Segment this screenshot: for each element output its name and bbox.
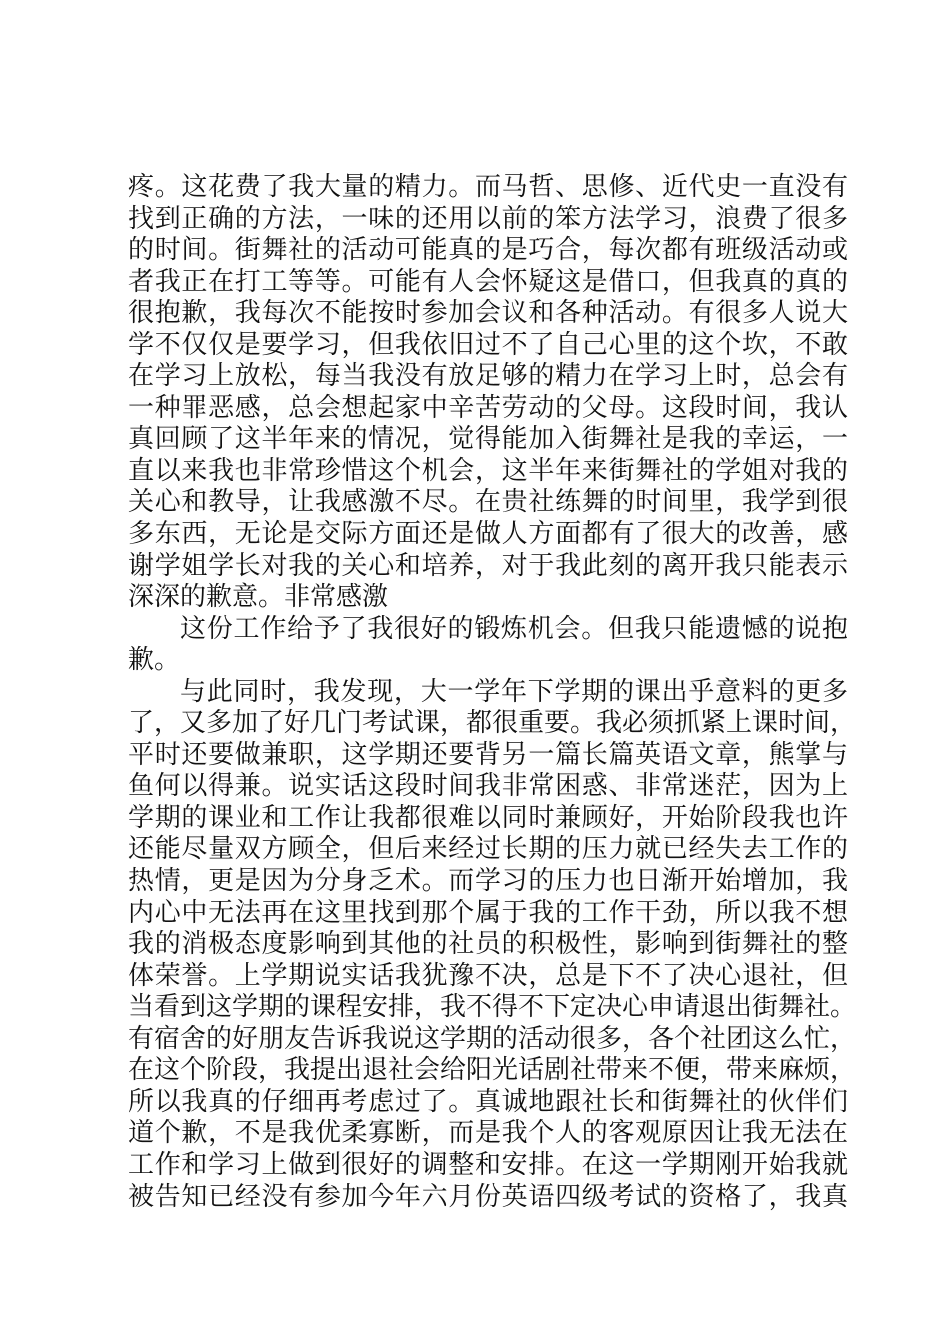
text-line: 的时间。街舞社的活动可能真的是巧合，每次都有班级活动或	[128, 235, 848, 266]
text-line: 者我正在打工等等。可能有人会怀疑这是借口，但我真的真的	[128, 266, 848, 297]
text-line: 平时还要做兼职，这学期还要背另一篇长篇英语文章，熊掌与	[128, 739, 848, 770]
text-line: 有宿舍的好朋友告诉我说这学期的活动很多，各个社团这么忙，	[128, 1023, 857, 1054]
text-line: 深深的歉意。非常感激	[128, 582, 389, 613]
text-line: 一种罪恶感，总会想起家中辛苦劳动的父母。这段时间，我认	[128, 392, 848, 423]
text-line: 真回顾了这半年来的情况，觉得能加入街舞社是我的幸运，一	[128, 424, 848, 455]
text-line: 内心中无法再在这里找到那个属于我的工作干劲，所以我不想	[128, 897, 848, 928]
text-line: 与此同时，我发现，大一学年下学期的课出乎意料的更多	[180, 676, 848, 707]
text-line: 多东西，无论是交际方面还是做人方面都有了很大的改善，感	[128, 519, 848, 550]
text-line: 道个歉，不是我优柔寡断，而是我个人的客观原因让我无法在	[128, 1118, 848, 1149]
text-line: 学不仅仅是要学习，但我依旧过不了自己心里的这个坎，不敢	[128, 329, 848, 360]
text-line: 学期的课业和工作让我都很难以同时兼顾好，开始阶段我也许	[128, 802, 848, 833]
text-line: 了，又多加了好几门考试课，都很重要。我必须抓紧上课时间，	[128, 708, 857, 739]
text-line: 鱼何以得兼。说实话这段时间我非常困惑、非常迷茫，因为上	[128, 771, 848, 802]
text-line: 体荣誉。上学期说实话我犹豫不决，总是下不了决心退社，但	[128, 960, 848, 991]
text-line: 很抱歉，我每次不能按时参加会议和各种活动。有很多人说大	[128, 298, 848, 329]
body-text	[128, 172, 857, 1213]
text-line: 关心和教导，让我感激不尽。在贵社练舞的时间里，我学到很	[128, 487, 848, 518]
text-line: 疼。这花费了我大量的精力。而马哲、思修、近代史一直没有	[128, 172, 848, 202]
text-line: 工作和学习上做到很好的调整和安排。在这一学期刚开始我就	[128, 1149, 848, 1180]
text-line: 热情，更是因为分身乏术。而学习的压力也日渐开始增加，我	[128, 866, 848, 897]
text-line: 在这个阶段，我提出退社会给阳光话剧社带来不便，带来麻烦，	[128, 1055, 857, 1086]
text-line: 被告知已经没有参加今年六月份英语四级考试的资格了，我真	[128, 1181, 848, 1212]
text-line: 这份工作给予了我很好的锻炼机会。但我只能遗憾的说抱	[180, 613, 848, 644]
text-line: 当看到这学期的课程安排，我不得不下定决心申请退出街舞社。	[128, 992, 857, 1023]
text-line: 歉。	[128, 645, 181, 676]
text-line: 找到正确的方法，一味的还用以前的笨方法学习，浪费了很多	[128, 203, 848, 234]
text-line: 所以我真的仔细再考虑过了。真诚地跟社长和街舞社的伙伴们	[128, 1086, 848, 1117]
text-line: 还能尽量双方顾全，但后来经过长期的压力就已经失去工作的	[128, 834, 848, 865]
text-line: 谢学姐学长对我的关心和培养，对于我此刻的离开我只能表示	[128, 550, 848, 581]
text-line: 我的消极态度影响到其他的社员的积极性，影响到街舞社的整	[128, 929, 848, 960]
text-line: 在学习上放松，每当我没有放足够的精力在学习上时，总会有	[128, 361, 848, 392]
text-line: 直以来我也非常珍惜这个机会，这半年来街舞社的学姐对我的	[128, 455, 848, 486]
